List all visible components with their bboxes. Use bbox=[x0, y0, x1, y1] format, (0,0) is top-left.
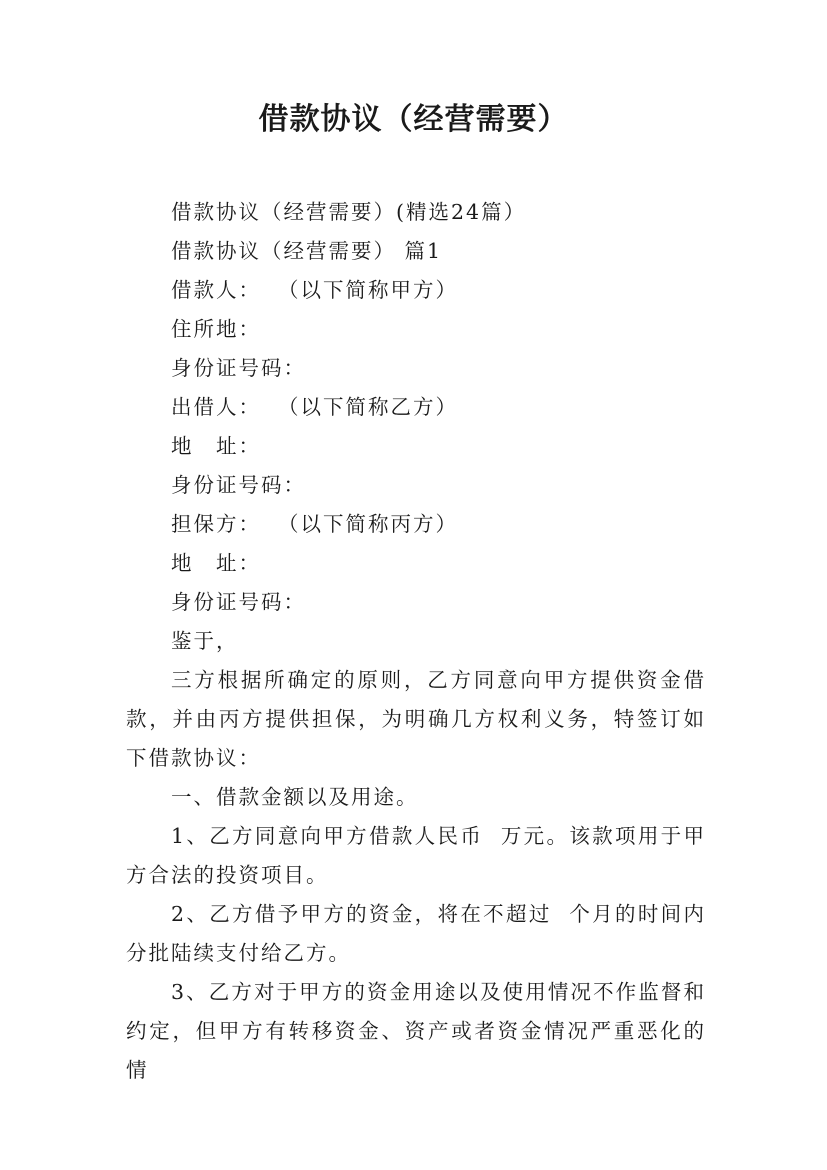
paragraph: 2、乙方借予甲方的资金，将在不超过 个月的时间内分批陆续支付给乙方。 bbox=[126, 902, 706, 965]
paragraph: 借款人： （以下简称甲方） bbox=[171, 278, 459, 302]
document-title: 借款协议（经营需要） bbox=[258, 102, 569, 137]
paragraph: 三方根据所确定的原则，乙方同意向甲方提供资金借款，并由丙方提供担保，为明确几方权利义务，特签订如下借款协议： bbox=[126, 668, 706, 770]
paragraph: 地 址： bbox=[171, 434, 261, 458]
paragraph: 身份证号码： bbox=[171, 356, 306, 380]
paragraph: 借款协议（经营需要） 篇1 bbox=[171, 239, 443, 263]
paragraph: 1、乙方同意向甲方借款人民币 万元。该款项用于甲方合法的投资项目。 bbox=[126, 824, 706, 887]
document-body bbox=[126, 193, 706, 1090]
paragraph: 地 址： bbox=[171, 551, 261, 575]
paragraph: 出借人： （以下简称乙方） bbox=[171, 395, 459, 419]
paragraph: 身份证号码： bbox=[171, 473, 306, 497]
paragraph: 3、乙方对于甲方的资金用途以及使用情况不作监督和约定，但甲方有转移资金、资产或者资金情况严重恶化的情 bbox=[126, 980, 706, 1082]
paragraph: 身份证号码： bbox=[171, 590, 306, 614]
paragraph: 借款协议（经营需要）(精选24篇） bbox=[171, 200, 527, 224]
paragraph: 担保方： （以下简称丙方） bbox=[171, 512, 459, 536]
paragraph: 住所地： bbox=[171, 317, 261, 341]
paragraph: 鉴于， bbox=[171, 629, 239, 653]
paragraph: 一、借款金额以及用途。 bbox=[171, 785, 419, 809]
